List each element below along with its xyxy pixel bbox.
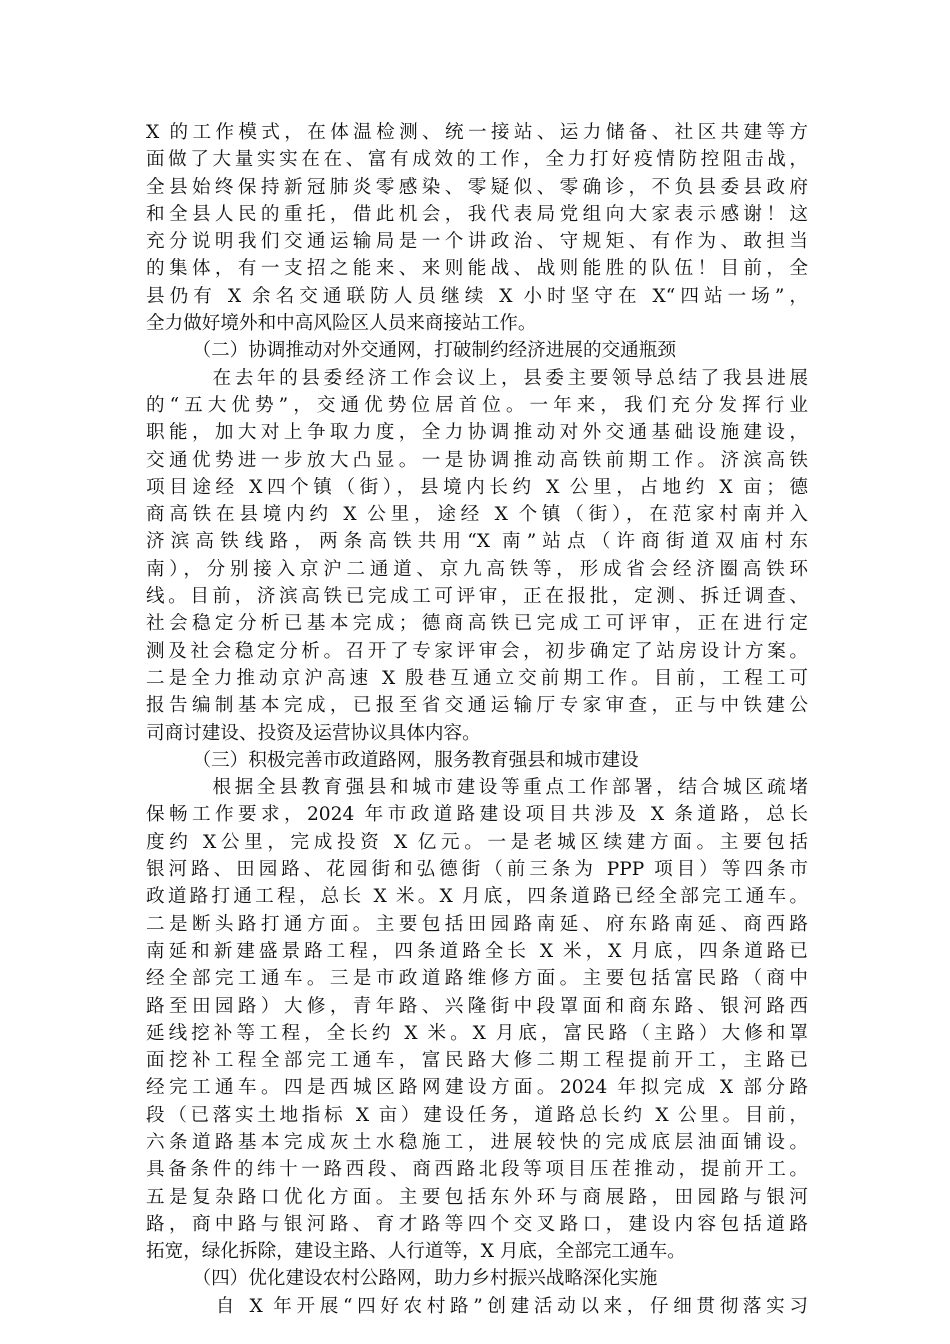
text-line: 经全部完工通车。三是市政道路维修方面。主要包括富民路（商中 — [146, 968, 808, 990]
text-line: 政道路打通工程，总长 X 米。X 月底，四条道路已经全部完工通车。 — [146, 886, 808, 908]
text-line: 拓宽，绿化拆除，建设主路、人行道等，X 月底，全部完工通车。 — [146, 1241, 686, 1263]
text-line: 二是断头路打通方面。主要包括田园路南延、府东路南延、商西路 — [146, 913, 808, 935]
text-line: 商高铁在县境内约 X 公里，途经 X 个镇（街），在范家村南并入 — [146, 504, 808, 526]
text-line: 交通优势进一步放大凸显。一是协调推动高铁前期工作。济滨高铁 — [146, 449, 808, 471]
text-line: 根据全县教育强县和城市建设等重点工作部署，结合城区疏堵 — [146, 777, 808, 799]
text-line: 延线挖补等工程，全长约 X 米。X 月底，富民路（主路）大修和罩 — [146, 1022, 808, 1044]
text-line: 面做了大量实实在在、富有成效的工作，全力打好疫情防控阻击战， — [146, 149, 808, 171]
text-line: 项目途经 X四个镇（街），县境内长约 X 公里，占地约 X 亩；德 — [146, 476, 808, 498]
text-line: 的“五大优势”，交通优势位居首位。一年来，我们充分发挥行业 — [146, 394, 808, 416]
text-line: 全力做好境外和中高风险区人员来商接站工作。 — [146, 313, 537, 335]
text-line: 和全县人民的重托，借此机会，我代表局党组向大家表示感谢！这 — [146, 203, 808, 225]
text-line: 具备条件的纬十一路西段、商西路北段等项目压茬推动，提前开工。 — [146, 1159, 808, 1181]
text-line: 路至田园路）大修，青年路、兴隆街中段罩面和商东路、银河路西 — [146, 995, 808, 1017]
text-line: 县仍有 X 余名交通联防人员继续 X 小时坚守在 X“四站一场”， — [146, 285, 808, 307]
text-line: 全县始终保持新冠肺炎零感染、零疑似、零确诊，不负县委县政府 — [146, 176, 808, 198]
text-line: 六条道路基本完成灰土水稳施工，进展较快的完成底层油面铺设。 — [146, 1131, 808, 1153]
section-heading: （三）积极完善市政道路网，服务教育强县和城市建设 — [146, 749, 639, 771]
text-line: 社会稳定分析已基本完成；德商高铁已完成工可评审，正在进行定 — [146, 613, 808, 635]
text-line: 段（已落实土地指标 X 亩）建设任务，道路总长约 X 公里。目前， — [146, 1104, 808, 1126]
text-line: 经完工通车。四是西城区路网建设方面。2024 年拟完成 X 部分路 — [146, 1077, 808, 1099]
text-line: 保畅工作要求，2024 年市政道路建设项目共涉及 X 条道路，总长 — [146, 804, 808, 826]
text-line: 测及社会稳定分析。召开了专家评审会，初步确定了站房设计方案。 — [146, 640, 808, 662]
text-line: 南），分别接入京沪二通道、京九高铁等，形成省会经济圈高铁环 — [146, 558, 808, 580]
text-line: 度约 X公里，完成投资 X 亿元。一是老城区续建方面。主要包括 — [146, 831, 808, 853]
text-line: 二是全力推动京沪高速 X 殷巷互通立交前期工作。目前，工程工可 — [146, 667, 808, 689]
section-heading: （二）协调推动对外交通网，打破制约经济进展的交通瓶颈 — [146, 340, 676, 362]
text-line: 充分说明我们交通运输局是一个讲政治、守规矩、有作为、敢担当 — [146, 231, 808, 253]
text-line: 报告编制基本完成，已报至省交通运输厅专家审查，正与中铁建公 — [146, 695, 808, 717]
text-line: 面挖补工程全部完工通车，富民路大修二期工程提前开工，主路已 — [146, 1050, 808, 1072]
text-line: X 的工作模式，在体温检测、统一接站、运力储备、社区共建等方 — [146, 122, 808, 143]
text-line: 的集体，有一支招之能来、来则能战、战则能胜的队伍！目前，全 — [146, 258, 808, 280]
text-line: 在去年的县委经济工作会议上，县委主要领导总结了我县进展 — [146, 367, 808, 389]
text-line: 银河路、田园路、花园街和弘德街（前三条为 PPP 项目）等四条市 — [146, 859, 808, 881]
text-line: 五是复杂路口优化方面。主要包括东外环与商展路，田园路与银河 — [146, 1186, 808, 1208]
text-line: 自 X 年开展“四好农村路”创建活动以来，仔细贯彻落实习 — [146, 1295, 808, 1317]
text-line: 职能，加大对上争取力度，全力协调推动对外交通基础设施建设， — [146, 422, 808, 444]
text-line: 路，商中路与银河路、育才路等四个交叉路口，建设内容包括道路 — [146, 1213, 808, 1235]
text-line: 济滨高铁线路，两条高铁共用“X 南”站点（许商街道双庙村东 — [146, 531, 808, 553]
document-page — [146, 119, 808, 1320]
text-line: 司商讨建设、投资及运营协议具体内容。 — [146, 722, 481, 744]
text-line: 线。目前，济滨高铁已完成工可评审，正在报批，定测、拆迁调查、 — [146, 586, 808, 608]
section-heading: （四）优化建设农村公路网，助力乡村振兴战略深化实施 — [146, 1268, 658, 1290]
text-line: 南延和新建盛景路工程，四条道路全长 X 米，X 月底，四条道路已 — [146, 940, 808, 962]
